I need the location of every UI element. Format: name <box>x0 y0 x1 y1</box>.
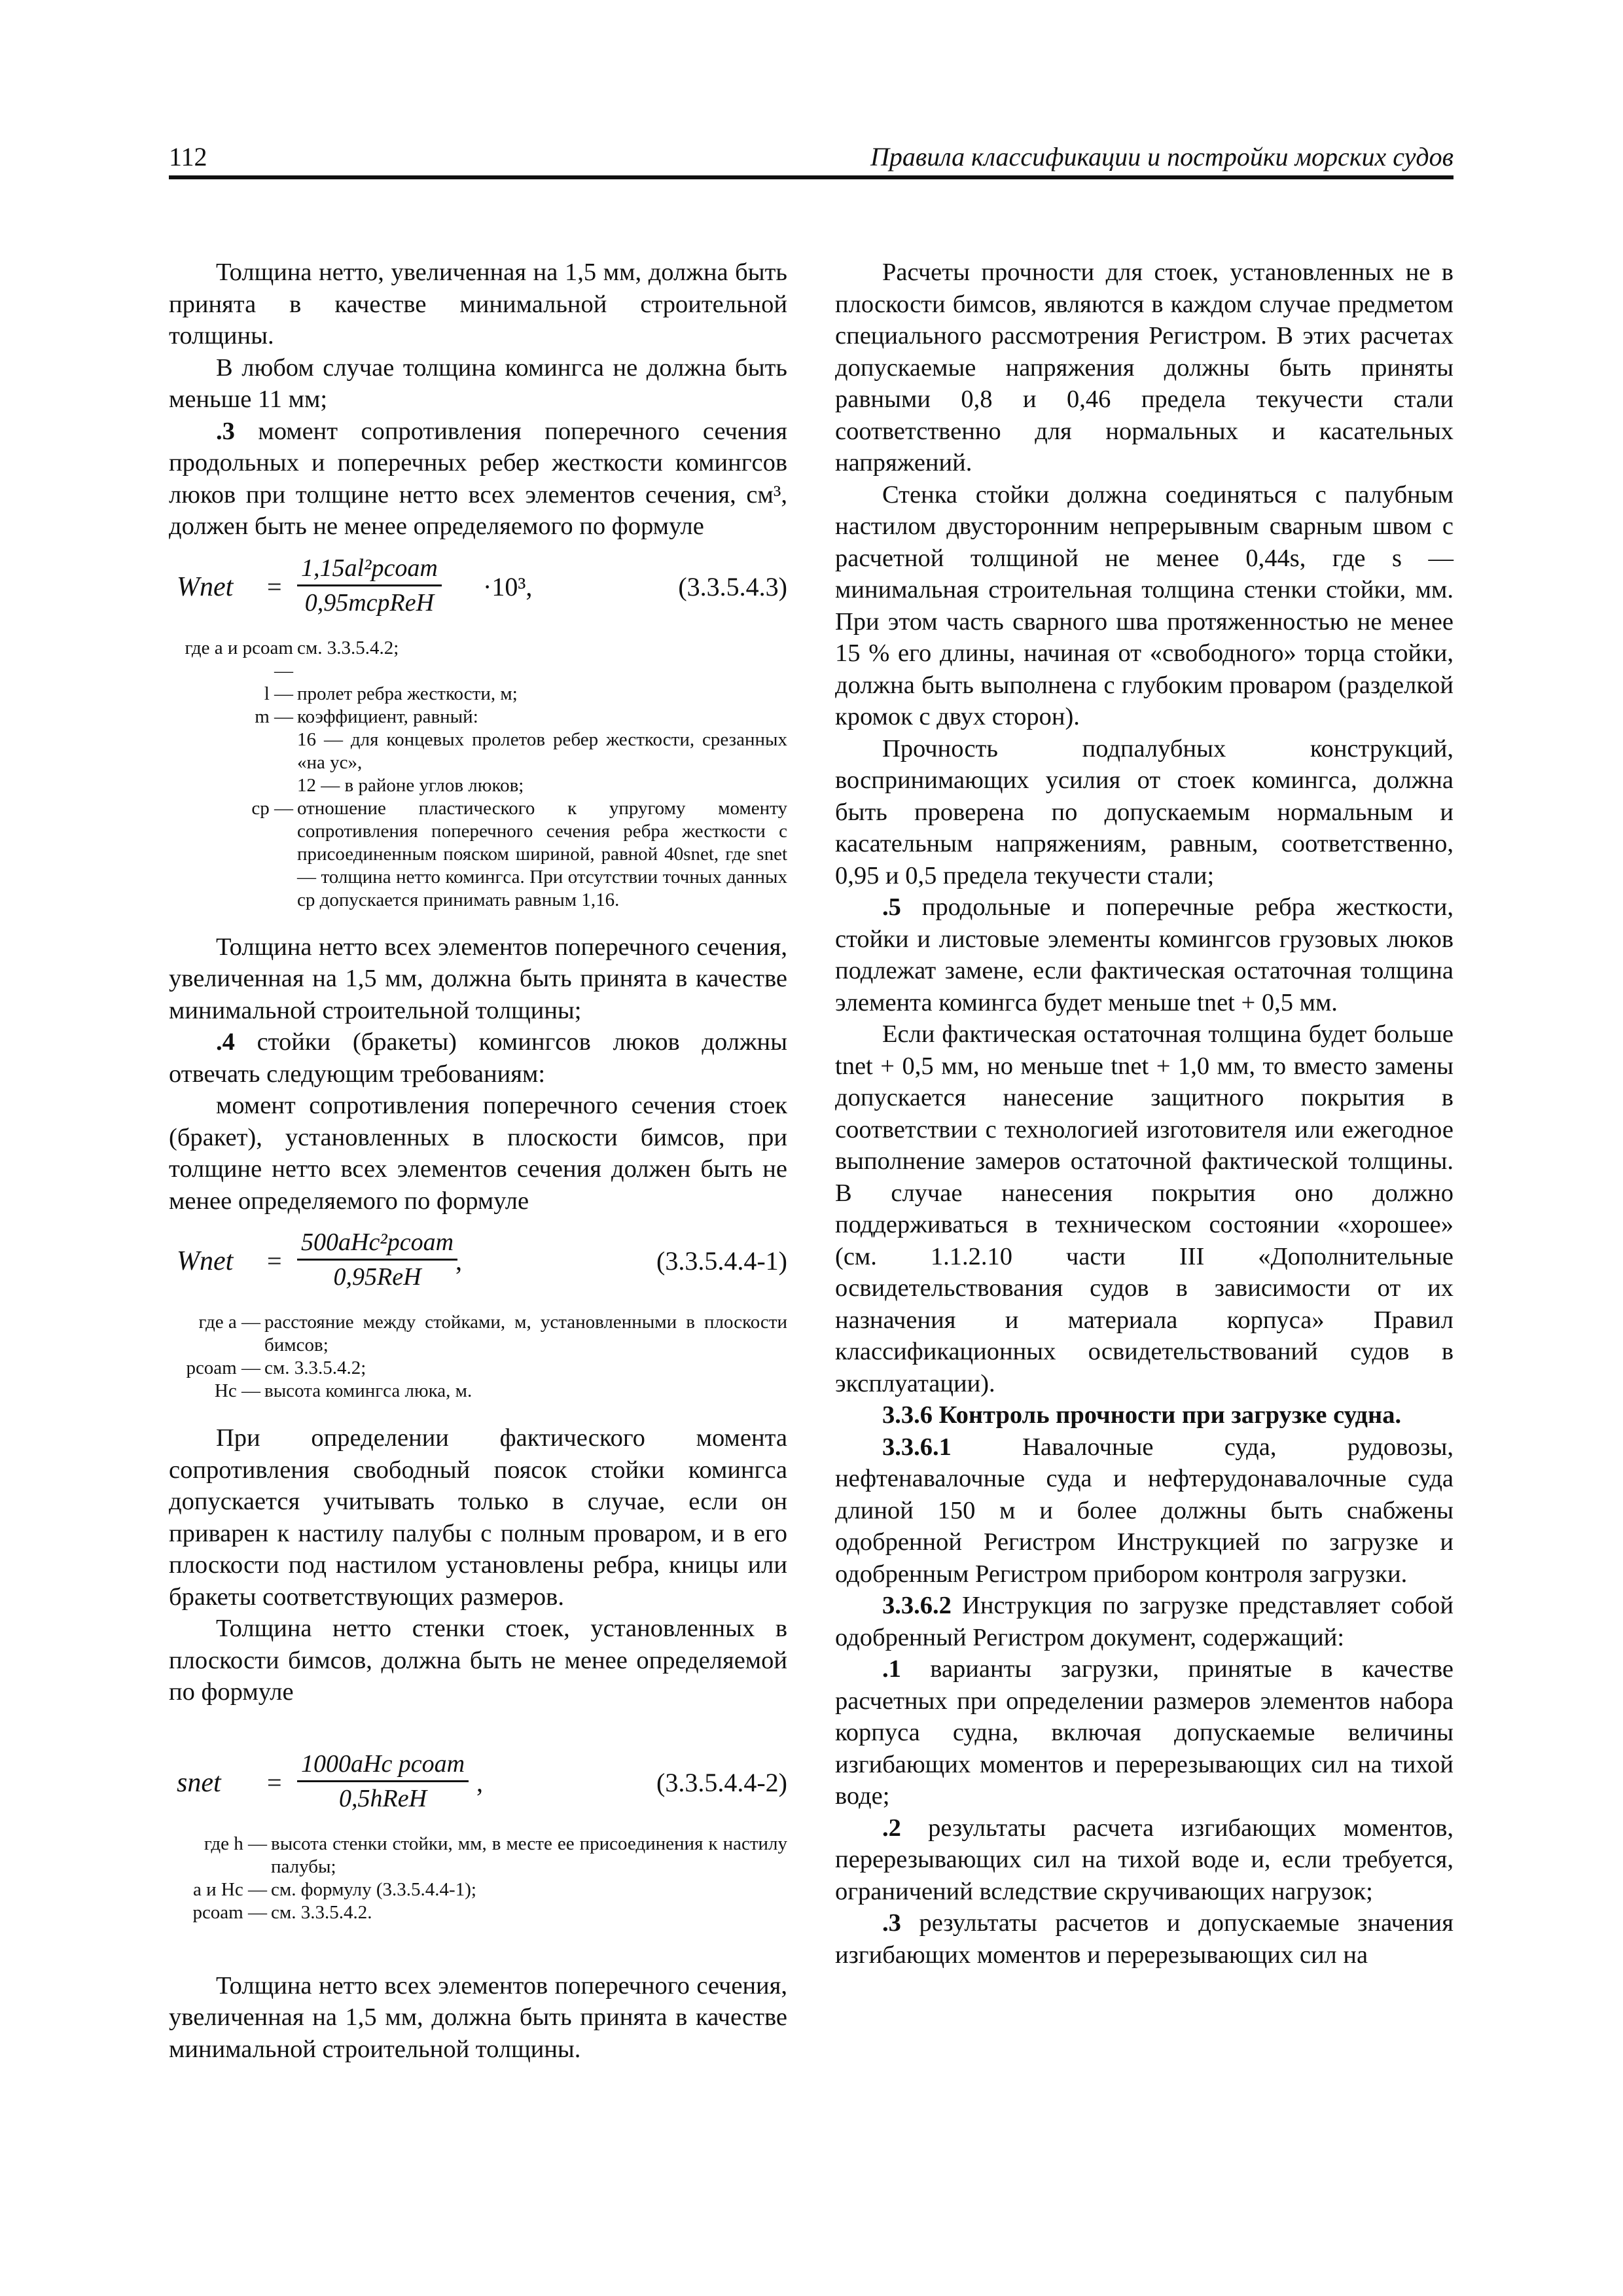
right-column <box>835 257 1454 1971</box>
legend-symbol: где a — <box>198 1312 260 1333</box>
formula-denominator: 0,5hReH <box>339 1784 427 1812</box>
paragraph-text: Навалочные суда, рудовозы, нефтенавалочные суда и нефтерудонавалочные суда длиной 150 м и более должны быть снабжены одобренной Регистром Инструкцией по загрузке и одобренным Регистром прибором контроля загрузки. <box>835 1433 1454 1588</box>
formula-numerator: 500aHc²pcoam <box>297 1226 457 1261</box>
paragraph <box>835 1812 1454 1908</box>
legend-symbol: Hc — <box>214 1380 260 1401</box>
legend-text: см. 3.3.5.4.2; <box>264 1357 366 1378</box>
formula-legend <box>169 637 787 912</box>
formula-tail: , <box>455 1246 462 1276</box>
paragraph-text: Инструкция по загрузке представляет собой одобренный Регистром документ, содержащий: <box>835 1592 1454 1651</box>
paragraph <box>169 416 787 543</box>
legend-text: отношение пластического к упругому моменту сопротивления поперечного сечения ребра жесткости с присоединенным пояском шириной, равной 40snet, где snet — толщина нетто комингса. При отсутствии точных данных cp допускается принимать равным 1,16. <box>297 797 787 910</box>
left-column <box>169 257 787 2065</box>
section-title: Контроль прочности при загрузке судна. <box>933 1401 1402 1429</box>
legend-text: см. формулу (3.3.5.4.4-1); <box>271 1878 476 1900</box>
formula-fraction <box>297 552 442 619</box>
paragraph: Прочность подпалубных конструкций, воспринимающих усилия от стоек комингса, должна быть проверена по допускаемым нормальным и касательным напряжениям, равным, соответственно, 0,95 и 0,5 предела текучести стали; <box>835 734 1454 889</box>
formula-number: (3.3.5.4.3) <box>678 571 787 601</box>
formula-numerator: 1,15al²pcoam <box>297 552 442 586</box>
legend-text: высота комингса люка, м. <box>264 1380 473 1401</box>
legend-row <box>169 1833 787 1878</box>
item-number: .3 <box>216 417 235 445</box>
legend-row <box>169 1878 787 1901</box>
legend-row <box>169 1380 787 1403</box>
legend-row <box>169 637 787 683</box>
item-number: .2 <box>882 1814 901 1842</box>
item-number: .3 <box>882 1909 901 1937</box>
legend-text: высота стенки стойки, мм, в месте ее присоединения к настилу палубы; <box>271 1833 787 1877</box>
legend-row <box>169 706 787 728</box>
legend-symbol: a и Hc — <box>193 1878 267 1900</box>
legend-subitem: 16 — для концевых пролетов ребер жесткости, срезанных «на ус», <box>297 728 787 773</box>
paragraph: В любом случае толщина комингса не должна быть меньше 11 мм; <box>169 353 787 413</box>
formula-lhs: snet <box>177 1767 221 1798</box>
section-number: 3.3.6 <box>882 1401 933 1429</box>
paragraph: Если фактическая остаточная толщина будет больше tnet + 0,5 мм, но меньше tnet + 1,0 мм, то вместо замены допускается нанесение защитного покрытия в соответствии с технологией изготовителя или ежегодное выполнение замеров остаточной фактической толщины. В случае нанесения покрытия оно должно поддерживаться в техническом состоянии «хорошее» (см. 1.1.2.10 части III «Дополнительные освидетельствования судов в зависимости от их назначения и материала корпуса» Правил классификационных освидетельствований судов в эксплуатации). <box>835 1020 1454 1397</box>
paragraph-text: стойки (бракеты) комингсов люков должны отвечать следующим требованиям: <box>169 1028 787 1088</box>
legend-text: пролет ребра жесткости, м; <box>297 683 518 704</box>
formula-equals: = <box>267 1767 282 1797</box>
legend-symbol: cp — <box>251 797 293 819</box>
formula-fraction <box>297 1748 469 1815</box>
formula-tail: , <box>476 1767 483 1797</box>
paragraph-text: результаты расчетов и допускаемые значения изгибающих моментов и перерезывающих сил на <box>835 1909 1454 1969</box>
paragraph: Толщина нетто всех элементов поперечного сечения, увеличенная на 1,5 мм, должна быть принята в качестве минимальной строительной толщины. <box>169 1971 787 2063</box>
paragraph: момент сопротивления поперечного сечения стоек (бракет), установленных в плоскости бимсов, при толщине нетто всех элементов сечения должен быть не менее определяемого по формуле <box>169 1092 787 1215</box>
header-rule <box>169 175 1454 179</box>
formula-legend <box>169 1833 787 1924</box>
item-number: .4 <box>216 1028 235 1056</box>
formula-multiplier: ·10³, <box>483 571 533 601</box>
paragraph: Толщина нетто стенки стоек, установленных в плоскости бимсов, должна быть не менее определяемой по формуле <box>169 1615 787 1706</box>
formula-numerator: 1000aHc pcoam <box>297 1748 469 1782</box>
legend-symbol: l — <box>264 683 293 704</box>
item-number: 3.3.6.2 <box>882 1592 952 1619</box>
formula-denominator: 0,95mcpReH <box>304 588 435 617</box>
paragraph: Толщина нетто, увеличенная на 1,5 мм, должна быть принята в качестве минимальной строительной толщины. <box>169 259 787 350</box>
paragraph: Толщина нетто всех элементов поперечного сечения, увеличенная на 1,5 мм, должна быть принята в качестве минимальной строительной толщины; <box>169 933 787 1024</box>
paragraph <box>835 891 1454 1018</box>
legend-symbol: где a и pcoam — <box>185 637 293 681</box>
paragraph-text: продольные и поперечные ребра жесткости, стойки и листовые элементы комингсов грузовых люков подлежат замене, если фактическая остаточная толщина элемента комингса будет меньше tnet + 0,5 мм. <box>835 893 1454 1016</box>
paragraph-text: варианты загрузки, принятые в качестве расчетных при определении размеров элементов набора корпуса судна, включая допускаемые величины изгибающих моментов и перерезывающих сил на тихой воде; <box>835 1655 1454 1810</box>
legend-row <box>169 683 787 706</box>
legend-text: коэффициент, равный: <box>297 706 478 727</box>
legend-symbol: m — <box>255 706 293 727</box>
formula-3-3-5-4-4-1 <box>169 1226 787 1299</box>
paragraph: Стенка стойки должна соединяться с палубным настилом двусторонним непрерывным сварным швом с расчетной толщиной не менее 0,44s, где s — минимальная строительная толщина стенки стойки, мм. При этом часть сварного шва протяженностью не менее 15 % его длины, начиная от «свободного» торца стойки, должна быть выполнена с глубоким проваром (разделкой кромок с двух сторон). <box>835 480 1454 730</box>
formula-legend <box>169 1311 787 1403</box>
paragraph-text: результаты расчета изгибающих моментов, перерезывающих сил на тихой воде и, если требуется, ограничений вследствие скручивающих нагрузок; <box>835 1814 1454 1905</box>
legend-text: расстояние между стойками, м, установленными в плоскости бимсов; <box>264 1312 787 1355</box>
legend-row <box>169 1311 787 1357</box>
legend-row <box>169 797 787 912</box>
paragraph: При определении фактического момента сопротивления свободный поясок стойки комингса допускается учитывать только в случае, если он приварен к настилу палубы с полным проваром, и в его плоскости под настилом установлены ребра, кницы или бракеты соответствующих размеров. <box>169 1424 787 1611</box>
formula-number: (3.3.5.4.4-2) <box>656 1767 787 1797</box>
legend-text: см. 3.3.5.4.2; <box>297 637 399 658</box>
page-number: 112 <box>169 142 207 171</box>
paragraph <box>835 1431 1454 1590</box>
paragraph-text: момент сопротивления поперечного сечения продольных и поперечных ребер жесткости комингсов люков при толщине нетто всех элементов сечения, см³, должен быть не менее определяемого по формуле <box>169 417 787 540</box>
legend-symbol: где h — <box>204 1833 267 1854</box>
section-heading <box>835 1399 1454 1431</box>
paragraph <box>835 1590 1454 1653</box>
legend-subitem: 12 — в районе углов люков; <box>297 774 524 796</box>
formula-lhs: Wnet <box>177 1246 234 1276</box>
formula-equals: = <box>267 1246 282 1276</box>
item-number: .1 <box>882 1655 901 1683</box>
formula-lhs: Wnet <box>177 571 234 602</box>
item-number: 3.3.6.1 <box>882 1433 952 1461</box>
formula-fraction <box>297 1226 457 1293</box>
formula-denominator: 0,95ReH <box>333 1263 421 1291</box>
legend-row <box>169 1901 787 1924</box>
formula-equals: = <box>267 571 282 601</box>
formula-number: (3.3.5.4.4-1) <box>656 1246 787 1276</box>
running-title: Правила классификации и постройки морских судов <box>870 142 1454 171</box>
paragraph <box>169 1026 787 1090</box>
legend-row <box>169 1357 787 1380</box>
paragraph <box>835 1653 1454 1812</box>
legend-symbol: pcoam — <box>186 1357 260 1378</box>
paragraph <box>835 1907 1454 1971</box>
item-number: .5 <box>882 893 901 921</box>
formula-3-3-5-4-3 <box>169 552 787 625</box>
paragraph: Расчеты прочности для стоек, установленных не в плоскости бимсов, являются в каждом случае предметом специального рассмотрения Регистром. В этих расчетах допускаемые напряжения должны быть приняты равными 0,8 и 0,46 предела текучести стали соответственно для нормальных и касательных напряжений. <box>835 259 1454 476</box>
legend-symbol: pcoam — <box>192 1901 267 1923</box>
legend-text: см. 3.3.5.4.2. <box>271 1901 372 1923</box>
formula-3-3-5-4-4-2 <box>169 1748 787 1821</box>
